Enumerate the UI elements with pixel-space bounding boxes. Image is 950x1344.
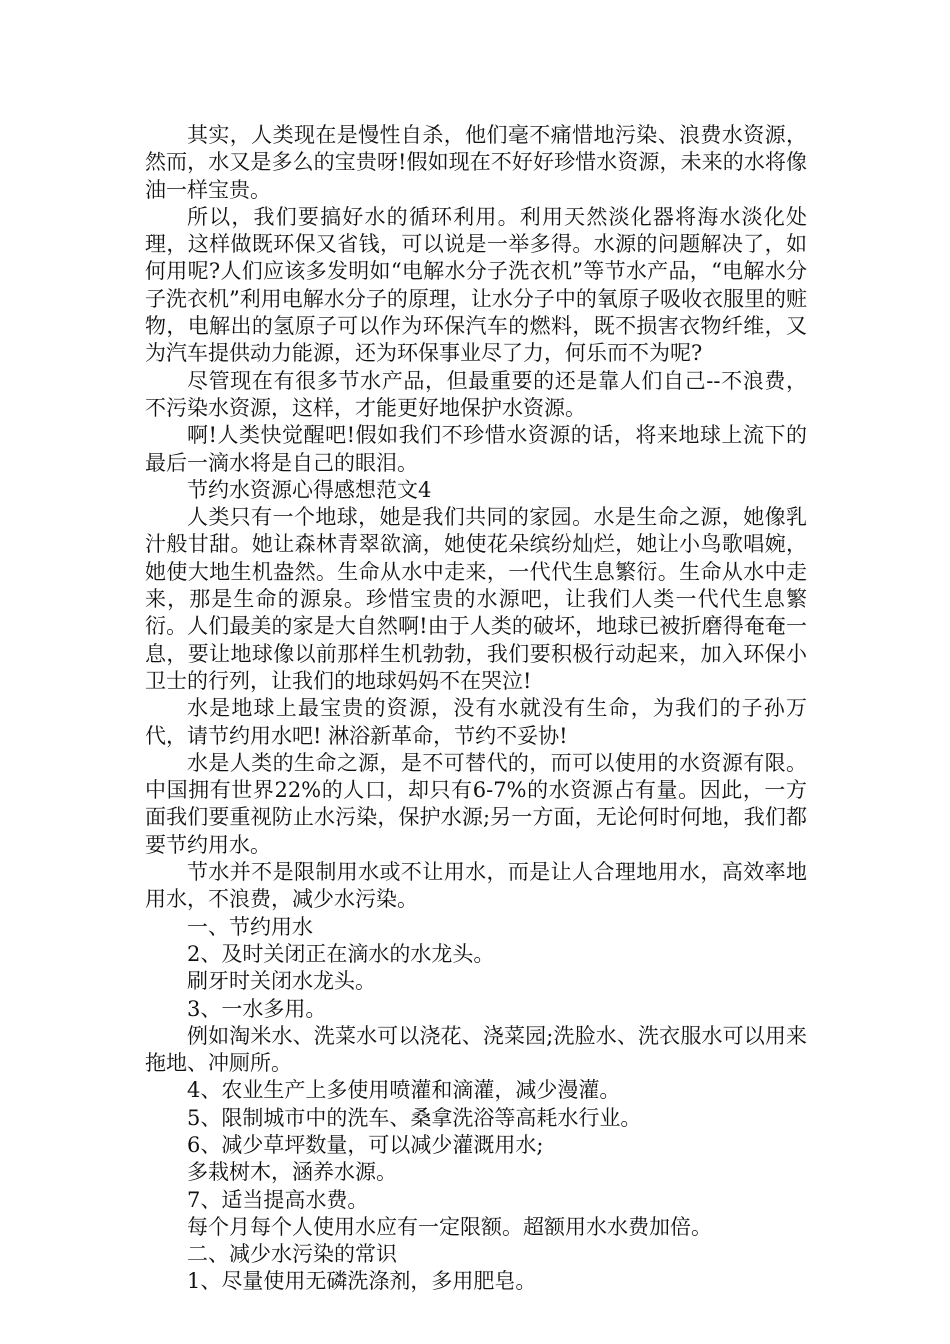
document-body	[145, 122, 807, 1296]
list-heading-1: 一、节约用水	[187, 914, 313, 939]
section-heading: 节约水资源心得感想范文4	[187, 477, 432, 502]
paragraph-1: 其实，人类现在是慢性自杀，他们毫不痛惜地污染、浪费水资源，然而，水又是多么的宝贵呀!假如现在不好好珍惜水资源，未来的水将像油一样宝贵。	[145, 123, 807, 202]
paragraph-3: 尽管现在有很多节水产品，但最重要的还是靠人们自己--不浪费，不污染水资源，这样，才能更好地保护水资源。	[145, 368, 807, 420]
list-item: 例如淘米水、洗菜水可以浇花、浇菜园;洗脸水、洗衣服水可以用来拖地、冲厕所。	[145, 1023, 807, 1076]
list-item: 多栽树木，涵养水源。	[187, 1160, 397, 1185]
list-item: 6、减少草坪数量，可以减少灌溉用水;	[187, 1132, 544, 1157]
paragraph-6: 人类只有一个地球，她是我们共同的家园。水是生命之源，她像乳汁般甘甜。她让森林青翠欲滴，她使花朵缤纷灿烂，她让小鸟歌唱婉，她使大地生机盎然。生命从水中走来，一代代生息繁衍。生命从水中走来，那是生命的源泉。珍惜宝贵的水源吧，让我们人类一代代生息繁衍。人们最美的家是大自然啊!由于人类的破坏，地球已被折磨得奄奄一息，要让地球像以前那样生机勃勃，我们要积极行动起来，加入环保小卫士的行列，让我们的地球妈妈不在哭泣!	[145, 505, 807, 693]
list-item: 7、适当提高水费。	[187, 1187, 369, 1212]
paragraph-2: 所以，我们要搞好水的循环利用。利用天然淡化器将海水淡化处理，这样做既环保又省钱，可以说是一举多得。水源的问题解决了，如何用呢?人们应该多发明如“电解水分子洗衣机”等节水产品，“电解水分子洗衣机”利用电解水分子的原理，让水分子中的氧原子吸收衣服里的赃物，电解出的氢原子可以作为环保汽车的燃料，既不损害衣物纤维，又为汽车提供动力能源，还为环保事业尽了力，何乐而不为呢?	[145, 204, 807, 366]
list-item: 5、限制城市中的洗车、桑拿洗浴等高耗水行业。	[187, 1105, 642, 1130]
paragraph-4: 啊!人类快觉醒吧!假如我们不珍惜水资源的话，将来地球上流下的最后一滴水将是自己的眼泪。	[145, 423, 807, 475]
list-item: 3、一水多用。	[187, 996, 327, 1021]
paragraph-7: 水是地球上最宝贵的资源，没有水就没有生命，为我们的子孙万代，请节约用水吧! 淋浴新革命，节约不妥协!	[145, 696, 807, 748]
list-item: 刷牙时关闭水龙头。	[187, 969, 376, 994]
list-item: 每个月每个人使用水应有一定限额。超额用水水费加倍。	[187, 1214, 712, 1239]
list-item: 1、尽量使用无磷洗涤剂，多用肥皂。	[187, 1269, 537, 1294]
list-item: 4、农业生产上多使用喷灌和滴灌，减少漫灌。	[187, 1078, 621, 1103]
list-heading-2: 二、减少水污染的常识	[187, 1242, 397, 1267]
paragraph-8: 水是人类的生命之源，是不可替代的，而可以使用的水资源有限。中国拥有世界22%的人口，却只有6-7%的水资源占有量。因此，一方面我们要重视防止水污染，保护水源;另一方面，无论何时何地，我们都要节约用水。	[145, 750, 807, 857]
paragraph-9: 节水并不是限制用水或不让用水，而是让人合理地用水，高效率地用水，不浪费，减少水污染。	[145, 860, 807, 912]
list-item: 2、及时关闭正在滴水的水龙头。	[187, 941, 495, 966]
